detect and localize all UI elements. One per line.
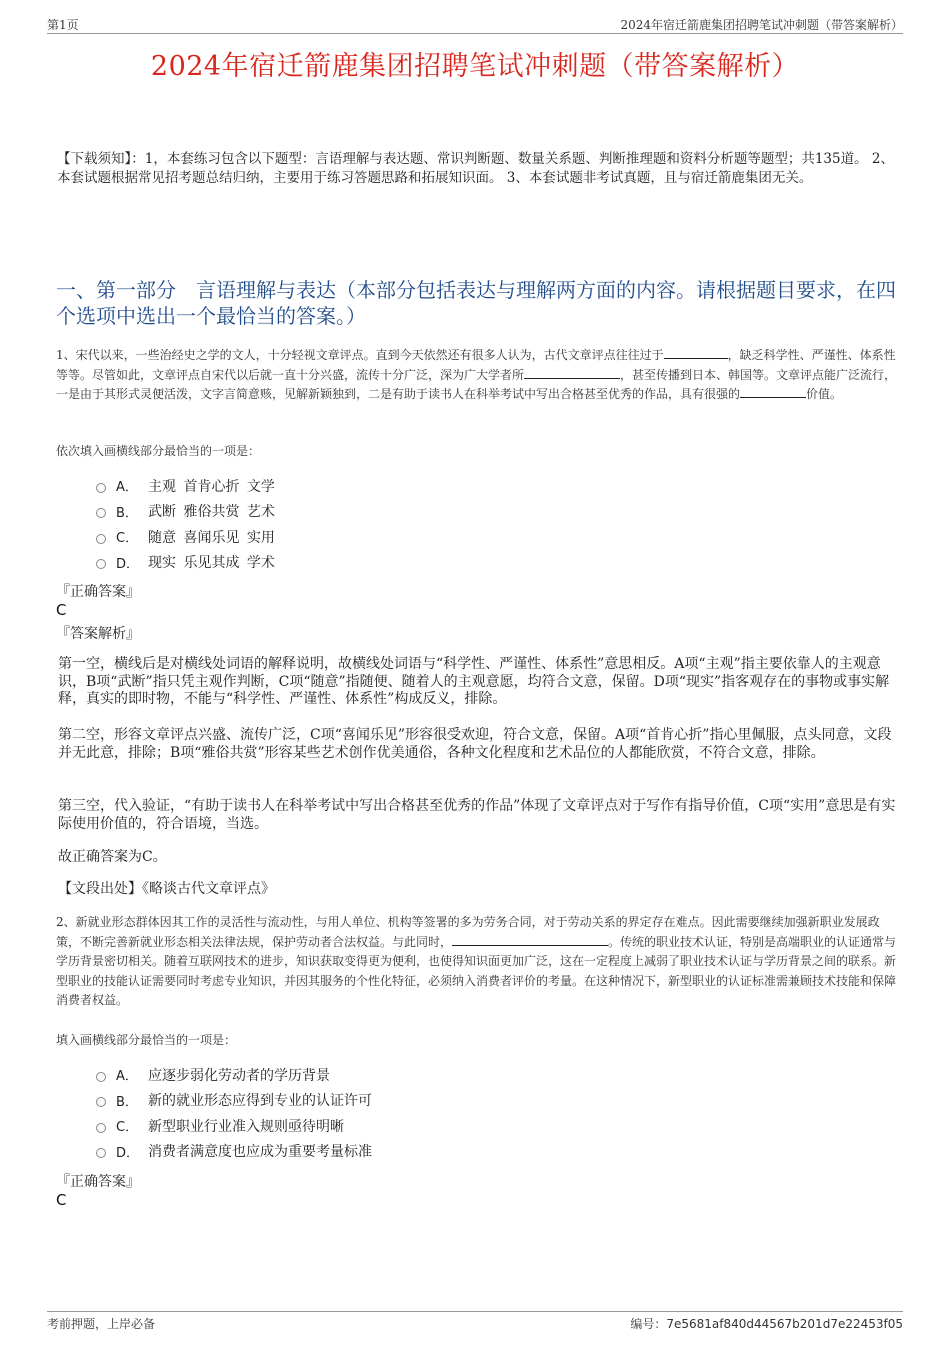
analysis-label: 『答案解析』: [56, 626, 140, 642]
option-a[interactable]: A． 主观 首肯心折 文学: [96, 473, 275, 499]
correct-answer: C: [56, 601, 67, 619]
radio-icon[interactable]: [96, 534, 106, 544]
question-1-text: [56, 346, 898, 405]
option-d[interactable]: D． 消费者满意度也应成为重要考量标准: [96, 1139, 372, 1165]
question-2-options: [96, 1062, 372, 1164]
blank-1: [664, 347, 728, 359]
radio-icon[interactable]: [96, 508, 106, 518]
question-1-seg4: 价值。: [806, 387, 843, 401]
option-d[interactable]: D． 现实 乐见其成 学术: [96, 550, 275, 576]
radio-icon[interactable]: [96, 559, 106, 569]
analysis-paragraph-2: 第二空，形容文章评点兴盛、流传广泛，C项“喜闻乐见”形容很受欢迎，符合文意，保留。A项“首肯心折”指心里佩服，点头同意，文段并无此意，排除；B项“雅俗共赏”形容某些艺术创作优美通俗，各种文化程度和艺术品位的人都能欣赏，不符合文意，排除。: [58, 727, 892, 761]
page-number: 第1页: [47, 18, 79, 32]
blank-2: [524, 367, 620, 379]
answer-label: 『正确答案』: [56, 1174, 140, 1190]
option-b[interactable]: B． 武断 雅俗共赏 艺术: [96, 499, 275, 525]
option-c[interactable]: C． 新型职业行业准入规则亟待明晰: [96, 1113, 372, 1139]
question-2-prompt: 填入画横线部分最恰当的一项是：: [56, 1033, 237, 1047]
source-citation: 【文段出处】《略谈古代文章评点》: [58, 881, 275, 897]
option-a[interactable]: A． 应逐步弱化劳动者的学历背景: [96, 1062, 372, 1088]
analysis-paragraph-3: 第三空，代入验证，“有助于读书人在科举考试中写出合格甚至优秀的作品”体现了文章评点对于写作有指导价值，C项“实用”意思是有实际使用价值的，符合语境，当选。: [58, 798, 896, 832]
question-1-seg3: ，甚至传播到日本、韩国等。文章评点能广泛流行，一是由于其形式灵便活泼，文字言简意赅，见解新颖独到，二是有助于读书人在科举考试中写出合格甚至优秀的作品，具有很强的: [56, 367, 897, 401]
question-2-text: [56, 913, 898, 1011]
question-2-seg2: 。传统的职业技术认证，特别是高端职业的认证通常与学历背景密切相关。随着互联网技术的进步，知识获取变得更为便利，也使得知识面更加广泛，这在一定程度上减弱了职业技术认证与学历背景之间的联系。新型职业的技能认证需要同时考虑专业知识，并因其服务的个性化特征，必须纳入消费者评价的考量。在这种情况下，新型职业的认证标准需兼顾技术技能和保障消费者权益。: [56, 934, 897, 1007]
analysis-conclusion: 故正确答案为C。: [58, 849, 167, 865]
page-header: [47, 14, 903, 34]
blank-3: [740, 386, 806, 398]
radio-icon[interactable]: [96, 1148, 106, 1158]
analysis-paragraph-1: 第一空，横线后是对横线处词语的解释说明，故横线处词语与“科学性、严谨性、体系性”意思相反。A项“主观”指主要依靠人的主观意识，B项“武断”指只凭主观作判断，C项“随意”指随便、随着人的主观意愿，均符合文意，保留。D项“现实”指客观存在的事物或事实解释，真实的即时物，不能与“科学性、严谨性、体系性”构成反义，排除。: [58, 656, 890, 707]
question-1-seg2: ，缺乏科学性、严谨性、体系性等等。尽管如此，文章评点自宋代以后就一直十分兴盛，流传十分广泛，深为广大学者所: [56, 348, 896, 382]
option-b[interactable]: B． 新的就业形态应得到专业的认证许可: [96, 1088, 372, 1114]
header-doc-title: 2024年宿迁箭鹿集团招聘笔试冲刺题（带答案解析）: [620, 18, 903, 32]
radio-icon[interactable]: [96, 1097, 106, 1107]
option-c[interactable]: C． 随意 喜闻乐见 实用: [96, 524, 275, 550]
answer-label: 『正确答案』: [56, 584, 140, 600]
document-code: 编号：7e5681af840d44567b201d7e22453f05: [630, 1317, 903, 1331]
section-title: 一、第一部分 言语理解与表达（本部分包括表达与理解两方面的内容。请根据题目要求，在四个选项中选出一个最恰当的答案。）: [56, 278, 896, 328]
footer-slogan: 考前押题，上岸必备: [47, 1317, 156, 1331]
radio-icon[interactable]: [96, 1123, 106, 1133]
question-1-seg1: 1、宋代以来，一些治经史之学的文人，十分轻视文章评点。直到今天依然还有很多人认为，古代文章评点往往过于: [56, 348, 664, 362]
question-1-prompt: 依次填入画横线部分最恰当的一项是：: [56, 444, 261, 458]
question-2-seg1: 2、新就业形态群体因其工作的灵活性与流动性，与用人单位、机构等签署的多为劳务合同，对于劳动关系的界定存在难点。因此需要继续加强新职业发展政策，不断完善新就业形态相关法律法规，保护劳动者合法权益。与此同时，: [56, 915, 880, 949]
correct-answer: C: [56, 1191, 67, 1209]
download-notice: 【下载须知】：1，本套练习包含以下题型：言语理解与表达题、常识判断题、数量关系题、判断推理题和资料分析题等题型；共135道。 2、本套试题根据常见招考题总结归纳，主要用于练习答题思路和拓展知识面。 3、本套试题非考试真题，且与宿迁箭鹿集团无关。: [57, 151, 894, 186]
question-1-options: [96, 473, 275, 575]
page-footer: [47, 1311, 903, 1331]
radio-icon[interactable]: [96, 483, 106, 493]
radio-icon[interactable]: [96, 1072, 106, 1082]
blank-1: [452, 934, 608, 946]
document-title: 2024年宿迁箭鹿集团招聘笔试冲刺题（带答案解析）: [150, 51, 800, 82]
